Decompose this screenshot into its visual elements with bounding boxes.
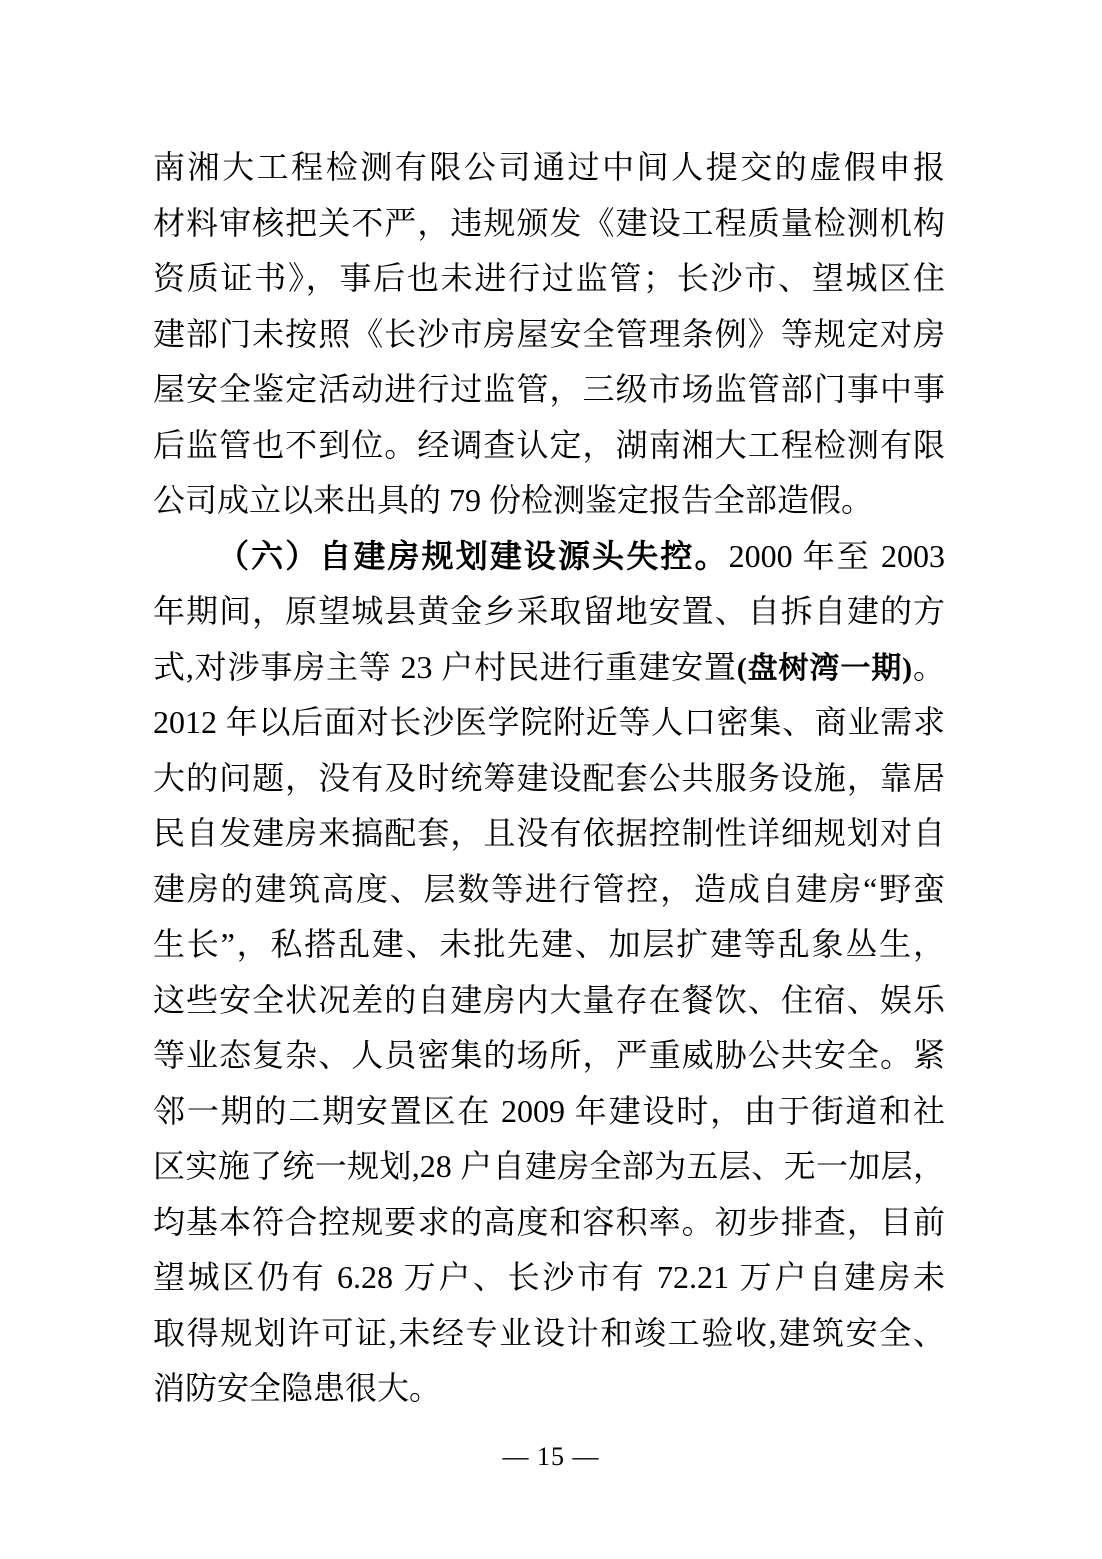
paragraph2-line: 这些安全状况差的自建房内大量存在餐饮、住宿、娱乐	[153, 981, 945, 1018]
paragraph1-line: 材料审核把关不严，违规颁发《建设工程质量检测机构	[153, 204, 945, 241]
paragraph2-line: 邻一期的二期安置区在 2009 年建设时，由于街道和社	[153, 1092, 945, 1129]
body-text	[153, 140, 945, 1417]
paragraph1-last-line: 公司成立以来出具的 79 份检测鉴定报告全部造假。	[153, 482, 874, 518]
paragraph1-line: 屋安全鉴定活动进行过监管，三级市场监管部门事中事	[153, 371, 945, 407]
paragraph2-line: 取得规划许可证,未经专业设计和竣工验收,建筑安全、	[153, 1314, 945, 1351]
paragraph2-annotated-line	[153, 640, 945, 696]
section-heading-rest: 2000 年至 2003	[728, 537, 945, 574]
annotated-line-post: 。	[912, 648, 945, 685]
section-heading: （六）自建房规划建设源头失控。	[217, 537, 729, 574]
paragraph2-line: 均基本符合控规要求的高度和容积率。初步排查，目前	[153, 1203, 945, 1240]
paragraph1-line: 建部门未按照《长沙市房屋安全管理条例》等规定对房	[153, 315, 945, 352]
paragraph2-last-line: 消防安全隐患很大。	[153, 1370, 442, 1406]
paragraph2-line: 年期间，原望城县黄金乡采取留地安置、自拆自建的方	[153, 593, 945, 629]
paragraph2-line: 建房的建筑高度、层数等进行管控，造成自建房“野蛮	[153, 870, 945, 907]
paragraph2-line: 生长”，私搭乱建、未批先建、加层扩建等乱象丛生，	[153, 926, 945, 962]
annotated-line-pre: 式,对涉事房主等 23 户村民进行重建安置	[153, 648, 737, 685]
parenthetical-annotation: (盘树湾一期)	[736, 650, 913, 685]
paragraph1-line: 南湘大工程检测有限公司通过中间人提交的虚假申报	[153, 149, 945, 185]
paragraph2-heading-line	[153, 529, 945, 585]
paragraph1-line: 后监管也不到位。经调查认定，湖南湘大工程检测有限	[153, 426, 945, 463]
paragraph1-line: 资质证书》，事后也未进行过监管；长沙市、望城区住	[153, 260, 945, 296]
paragraph2-line: 区实施了统一规划,28 户自建房全部为五层、无一加层，	[153, 1148, 945, 1184]
paragraph2-line: 望城区仍有 6.28 万户、长沙市有 72.21 万户自建房未	[153, 1259, 945, 1295]
paragraph2-line: 等业态复杂、人员密集的场所，严重威胁公共安全。紧	[153, 1037, 945, 1073]
paragraph2-line: 民自发建房来搞配套，且没有依据控制性详细规划对自	[153, 815, 945, 851]
paragraph2-line: 2012 年以后面对长沙医学院附近等人口密集、商业需求	[153, 704, 945, 740]
page-number: — 15 —	[502, 1442, 600, 1471]
paragraph2-line: 大的问题，没有及时统筹建设配套公共服务设施，靠居	[153, 759, 945, 796]
